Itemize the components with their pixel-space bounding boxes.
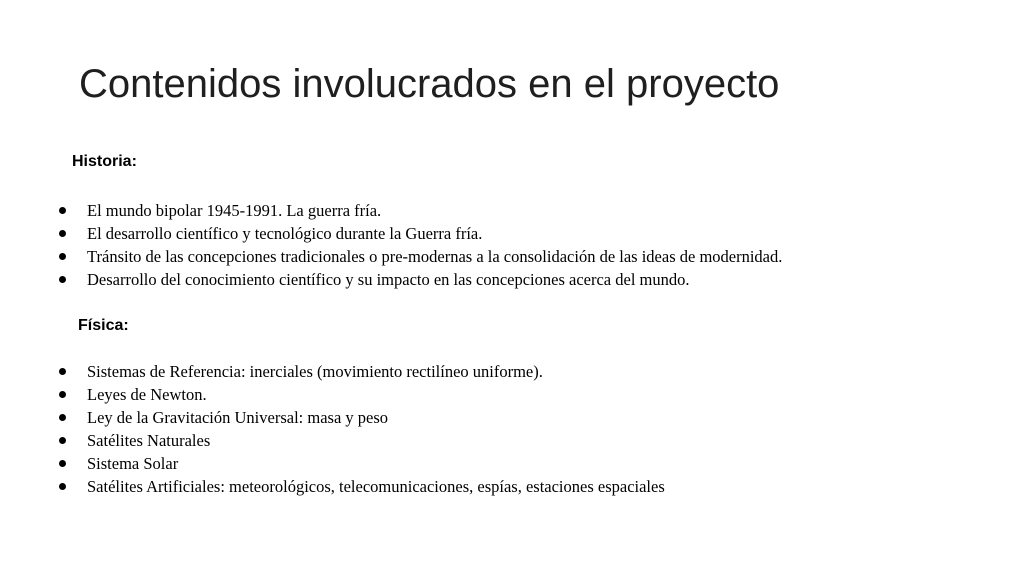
list-item-text: Desarrollo del conocimiento científico y su impacto en las concepciones acerca del mundo. — [87, 270, 690, 289]
list-item — [57, 383, 665, 406]
bullet-dot-icon — [59, 368, 66, 375]
bullet-dot-icon — [59, 414, 66, 421]
list-item — [57, 222, 782, 245]
list-item — [57, 429, 665, 452]
list-item-text: Satélites Naturales — [87, 431, 211, 450]
list-item — [57, 268, 782, 291]
list-item-text: El mundo bipolar 1945-1991. La guerra fría. — [87, 201, 382, 220]
bullet-dot-icon — [59, 253, 66, 260]
list-item-text: Ley de la Gravitación Universal: masa y peso — [87, 408, 389, 427]
list-item-text: Tránsito de las concepciones tradicionales o pre-modernas a la consolidación de las ideas de modernidad. — [87, 247, 783, 266]
bullet-list-fisica — [57, 360, 665, 498]
list-item — [57, 406, 665, 429]
bullet-dot-icon — [59, 437, 66, 444]
list-item-text: Sistemas de Referencia: inerciales (movimiento rectilíneo uniforme). — [87, 362, 543, 381]
bullet-dot-icon — [59, 483, 66, 490]
bullet-dot-icon — [59, 207, 66, 214]
slide-title: Contenidos involucrados en el proyecto — [79, 62, 780, 106]
list-item — [57, 475, 665, 498]
list-item-text: El desarrollo científico y tecnológico durante la Guerra fría. — [87, 224, 483, 243]
section-heading-fisica: Física: — [78, 317, 129, 334]
bullet-dot-icon — [59, 230, 66, 237]
section-heading-historia: Historia: — [72, 153, 137, 170]
list-item-text: Satélites Artificiales: meteorológicos, telecomunicaciones, espías, estaciones espaciales — [87, 477, 665, 496]
bullet-list-historia — [57, 199, 782, 291]
list-item — [57, 245, 782, 268]
bullet-dot-icon — [59, 460, 66, 467]
list-item-text: Sistema Solar — [87, 454, 179, 473]
list-item — [57, 199, 782, 222]
bullet-dot-icon — [59, 391, 66, 398]
list-item — [57, 360, 665, 383]
bullet-dot-icon — [59, 276, 66, 283]
list-item-text: Leyes de Newton. — [87, 385, 207, 404]
list-item — [57, 452, 665, 475]
